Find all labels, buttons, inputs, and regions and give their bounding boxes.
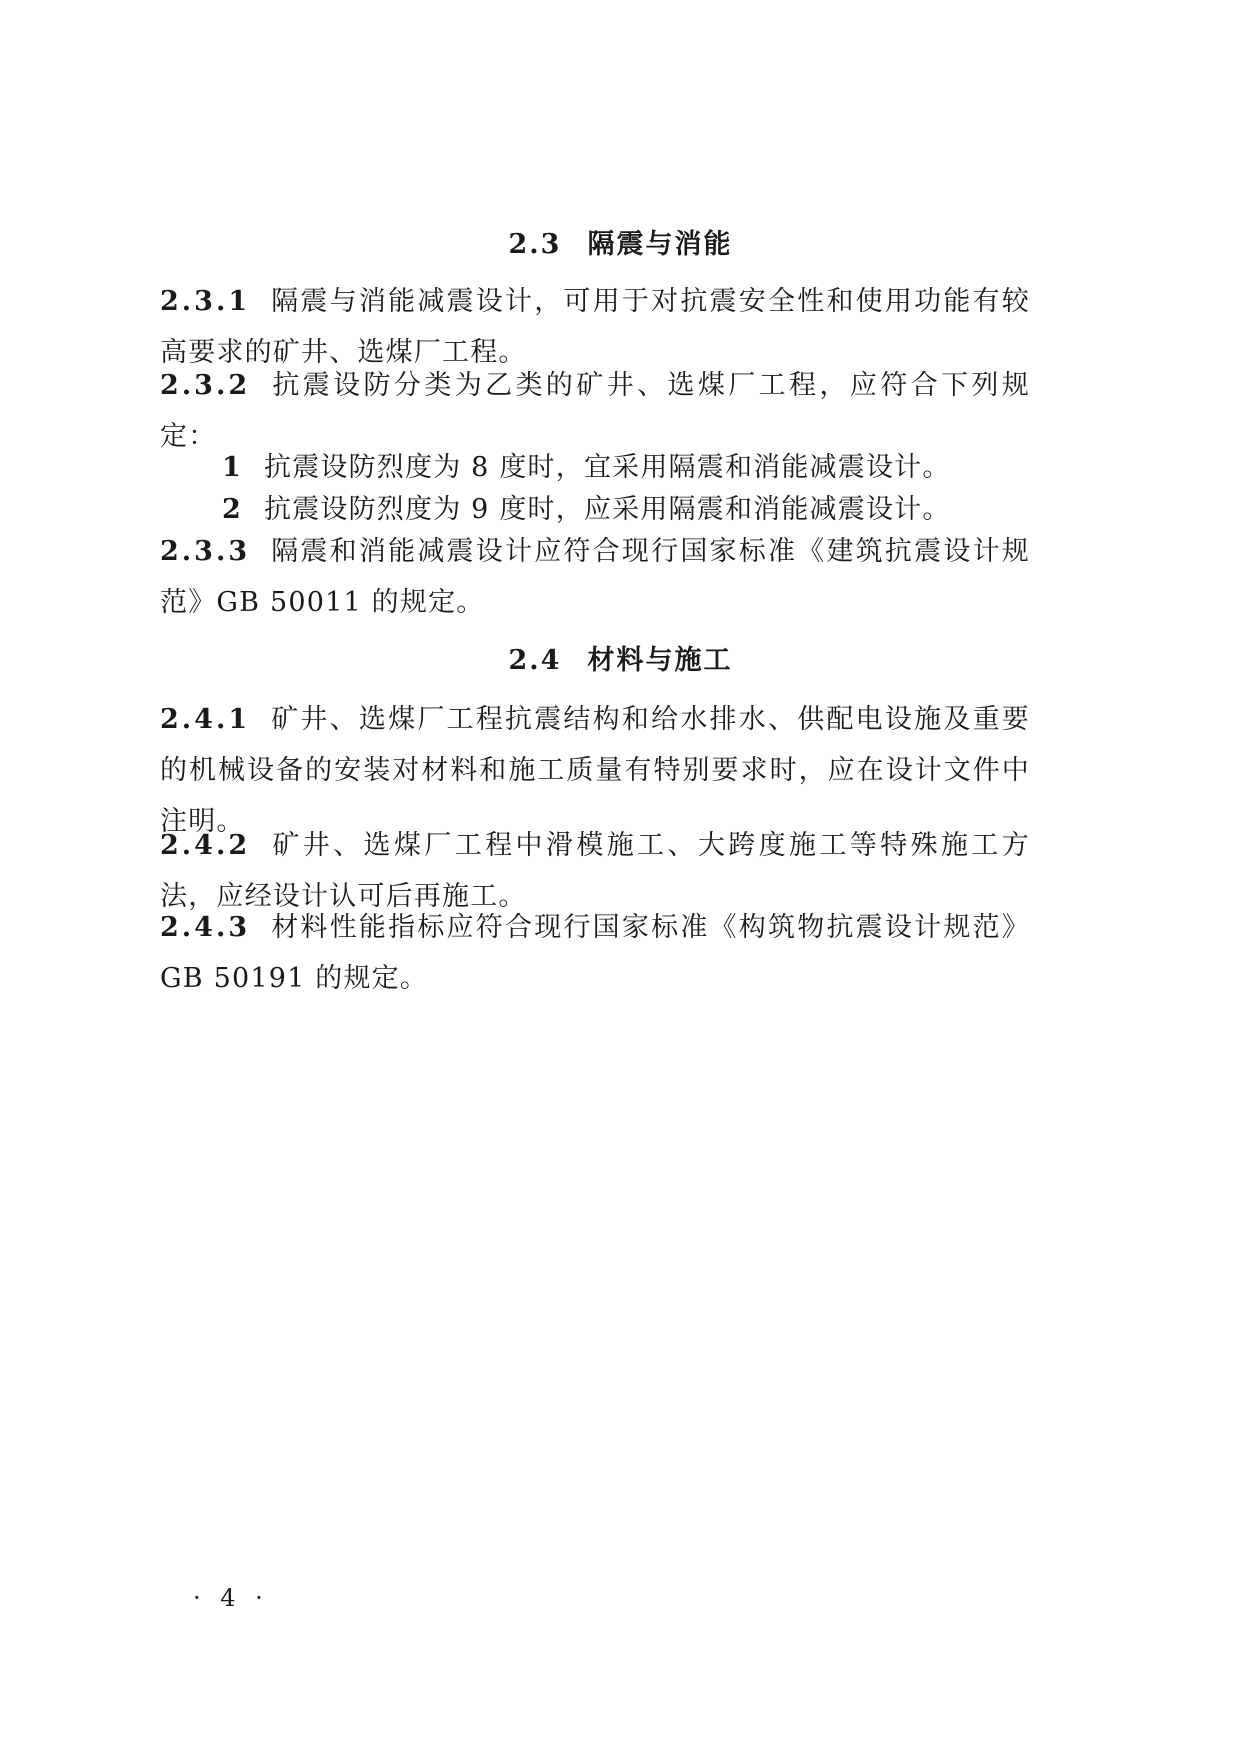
item-text: 抗震设防烈度为 9 度时，应采用隔震和消能减震设计。 bbox=[264, 494, 951, 525]
clause-text: 隔震与消能减震设计，可用于对抗震安全性和使用功能有较高要求的矿井、选煤厂工程。 bbox=[160, 286, 1030, 368]
section-title: 材料与施工 bbox=[587, 645, 733, 676]
item-number: 2 bbox=[222, 494, 242, 525]
clause-number: 2.4.1 bbox=[160, 704, 251, 735]
clause-text: 抗震设防分类为乙类的矿井、选煤厂工程，应符合下列规定： bbox=[160, 370, 1030, 452]
clause-text: 矿井、选煤厂工程中滑模施工、大跨度施工等特殊施工方法，应经设计认可后再施工。 bbox=[160, 830, 1030, 912]
clause-number: 2.3.2 bbox=[160, 370, 251, 401]
clause-text: 矿井、选煤厂工程抗震结构和给水排水、供配电设施及重要的机械设备的安装对材料和施工质量有特别要求时，应在设计文件中注明。 bbox=[160, 704, 1030, 837]
section-title: 隔震与消能 bbox=[587, 229, 733, 260]
section-number: 2.4 bbox=[508, 645, 562, 676]
section-heading-2-3 bbox=[0, 222, 1241, 261]
clause-2-3-3 bbox=[160, 526, 1030, 628]
section-heading-2-4 bbox=[0, 638, 1241, 677]
clause-number: 2.3.1 bbox=[160, 286, 251, 317]
item-text: 抗震设防烈度为 8 度时，宜采用隔震和消能减震设计。 bbox=[264, 452, 951, 483]
clause-text: 隔震和消能减震设计应符合现行国家标准《建筑抗震设计规范》GB 50011 的规定。 bbox=[160, 536, 1030, 618]
item-number: 1 bbox=[222, 452, 242, 483]
page-number: · 4 · bbox=[193, 1584, 269, 1612]
clause-number: 2.3.3 bbox=[160, 536, 251, 567]
section-number: 2.3 bbox=[508, 229, 562, 260]
clause-number: 2.4.3 bbox=[160, 912, 251, 943]
clause-text: 材料性能指标应符合现行国家标准《构筑物抗震设计规范》GB 50191 的规定。 bbox=[160, 912, 1030, 994]
clause-2-4-3 bbox=[160, 902, 1030, 1004]
clause-number: 2.4.2 bbox=[160, 830, 251, 861]
